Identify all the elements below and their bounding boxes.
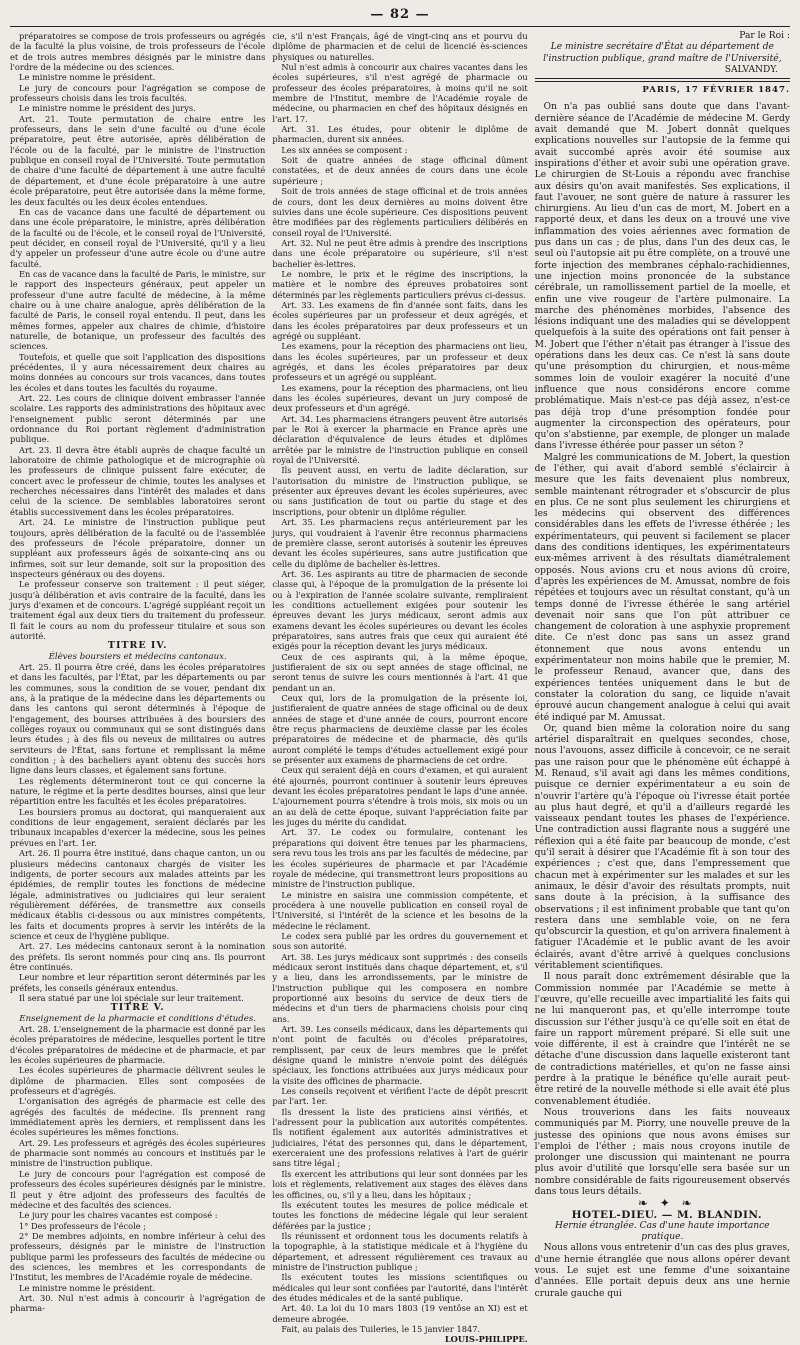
paragraph: Les boursiers promus au doctorat, qui manqueraient aux conditions de leur engagement, seraient déclarés par les tribunaux incapables d'exercer la médecine, sous les peines prévues en l'art. 1er. xyxy=(10,806,266,848)
paragraph: Le ministre nomme le président. xyxy=(19,72,156,83)
paragraph: Le ministre nomme le président. xyxy=(19,1282,156,1293)
paragraph: Leur nombre et leur répartition seront déterminés par les préfets, les conseils généraux entendus. xyxy=(10,972,266,993)
section-subtitle: Élèves boursiers et médecins cantonaux. xyxy=(48,651,227,662)
paragraph: Or, quand bien même la coloration noire du sang artériel disparaîtrait en quelques secondes, chose, nous l'avouons, assez difficile à concevoir, ce ne serait pas une raison pour que le phénomène eût échappé à M. Renaud, s'il avait agi dans les mêmes conditions, puisque ce dernier expérimentateur a eu soin de n'ouvrir l'artère qu'à l'époque où l'ivresse était portée au plus haut degré, et qu'il a d'ailleurs regardé les vaisseaux pendant toutes les phases de l'expérience. Une contradiction aussi flagrante nous a suggéré une réflexion qui a été faite par beaucoup de monde, c'est qu'il serait à désirer que l'Académie fît à son tour des expériences ; c'est que, dans l'empressement que chacun met à expérimenter sur les malades et sur les animaux, le désir d'avoir des résultats prompts, nuit sans doute à la précision, à la suffisance des observations ; il est infiniment probable que tant qu'on restera dans une semblable voie, on ne fera qu'obscurcir la question, et qu'on arrivera finalement à fatiguer l'Académie et le public avant de les avoir éclairés, avant d'être arrivé à quelques conclusions véritablement scientifiques. xyxy=(534,723,790,972)
paragraph: L'organisation des agrégés de pharmacie est celle des agrégés des facultés de médecine. Ils prennent rang immédiatement après les derniers, et remplissent dans les écoles supérieures les mêmes fonctions. xyxy=(10,1096,266,1138)
minister-title: Le ministre secrétaire d'État au département de l'instruction publique, grand maître de l'Université, xyxy=(543,42,782,64)
paragraph: Art. 31. Les études, pour obtenir le diplôme de pharmacien, durent six années. xyxy=(272,124,528,145)
paragraph: Nul n'est admis à concourir aux chaires vacantes dans les écoles supérieures, s'il n'est agrégé de pharmacie ou professeur des écoles préparatoires, à moins qu'il ne soit membre de l'Institut, membre de l'Académie royale de médecine, ou pharmacien en chef des hôpitaux désignés en l'art. 17. xyxy=(272,62,528,124)
paragraph: Toutefois, et quelle que soit l'application des dispositions précédentes, il y aura nécessairement deux chaires au moins données au concours sur trois vacances, dans toutes les écoles et dans toutes les facultés du royaume. xyxy=(10,351,266,393)
paragraph: Il sera statué par une loi spéciale sur leur traitement. xyxy=(19,992,244,1003)
paragraph: Les six années se composent : xyxy=(281,144,408,155)
paragraph: En cas de vacance dans la faculté de Paris, le ministre, sur le rapport des inspecteurs généraux, peut appeler un professeur d'une autre faculté de médecine, à la même chaire ou à une chaire analogue, après délibération de la faculté de Paris, le conseil royal entendu. Il peut, dans les mêmes formes, appeler aux chaires de chimie, d'histoire naturelle, de botanique, un professeur des facultés des sciences. xyxy=(10,268,266,352)
paragraph: Ceux qui seraient déjà en cours d'examen, et qui auraient été ajournés, pourront continuer à soutenir leurs épreuves devant les écoles préparatoires pendant le laps d'une année. L'ajournement pourra s'étendre à trois mois, six mois ou un an au delà de cette époque, suivant l'appréciation faite par les juges du mérite du candidat. xyxy=(272,765,528,828)
section-subtitle: Enseignement de la pharmacie et conditions d'études. xyxy=(19,1013,257,1024)
paragraph: Art. 36. Les aspirants au titre de pharmacien de seconde classe qui, à l'époque de la promulgation de la présente loi ou à l'expiration de l'année scolaire suivante, rempliraient les conditions actuellement exigées pour soutenir les épreuves devant les jurys médicaux, seront admis aux examens devant les écoles supérieures ou devant les écoles préparatoires, sans autres frais que ceux qui auraient été exigés pour la réception devant les jurys médicaux. xyxy=(272,568,528,652)
paragraph: Le nombre, le prix et le régime des inscriptions, la matière et le nombre des épreuves probatoires sont déterminés par les règlements particuliers prévus ci-dessus. xyxy=(272,268,528,300)
paragraph: Art. 32. Nul ne peut être admis à prendre des inscriptions dans une école préparatoire ou supérieure, s'il n'est bachelier ès-lettres. xyxy=(272,237,528,269)
paragraph: Les écoles supérieures de pharmacie délivrent seules le diplôme de pharmacien. Elles sont composées de professeurs et d'agrégés. xyxy=(10,1065,266,1097)
section-heading: TITRE V. xyxy=(110,1002,165,1014)
paragraph: Ils peuvent aussi, en vertu de ladite déclaration, sur l'autorisation du ministre de l'instruction publique, se présenter aux épreuves devant les écoles supérieures, avec ou sans justification de tout ou partie du stage et des inscriptions, pour obtenir un diplôme régulier. xyxy=(272,465,528,517)
paragraph: préparatoires se compose de trois professeurs ou agrégés de la faculté la plus voisine, de trois professeurs de l'école et de trois autres membres désignés par le ministre dans l'ordre de la médecine ou des sciences. xyxy=(10,31,266,73)
paragraph: Art. 27. Les médecins cantonaux seront à la nomination des préfets. Ils seront nommés pour cinq ans. Ils pourront être continués. xyxy=(10,941,266,972)
paragraph: Malgré les communications de M. Jobert, la question de l'éther, qui avait d'abord semblé s'éclaircir à mesure que les faits devenaient plus nombreux, semble maintenant rétrograder et s'obscurcir de plus en plus. Ce ne sont plus seulement les chirurgiens et les médecins qui observent des différences considérables dans les effets de l'ivresse éthérée ; les expérimentateurs, qui peuvent si facilement se placer dans des conditions identiques, les expérimentateurs eux-mêmes arrivent à des résultats diamétralement opposés. Nous avions cru et nous avions dû croire, d'après les expériences de M. Amussat, nombre de fois répétées et toujours avec un résultat constant, qu'à un temps donné de l'ivresse éthérée le sang artériel devenait noir sans que l'on pût attribuer ce changement de coloration à une asphyxie proprement dite. Ce n'est donc pas sans un assez grand étonnement que nous avons entendu un expérimentateur non moins habile que le premier, M. le professeur Renaud, avancer que, dans des expériences tentées uniquement dans le but de constater la coloration du sang, ce liquide n'avait éprouvé aucun changement analogue à celui qui avait été indiqué par M. Amussat. xyxy=(534,452,790,723)
section-subtitle: Hernie étranglée. Cas d'une haute importance pratique. xyxy=(555,1220,770,1243)
paragraph: Le ministre en saisira une commission compétente, et procédera à une nouvelle publication en conseil royal de l'Université, si l'intérêt de la science et les besoins de la médecine le réclament. xyxy=(272,889,528,931)
paragraph: 2° De membres adjoints, en nombre inférieur à celui des professeurs, désignés par le ministre de l'instruction publique parmi les professeurs des facultés de médecine ou des sciences, les membres et les correspondants de l'Institut, les membres de l'Académie royale de médecine. xyxy=(10,1230,266,1283)
paragraph: Les examens, pour la réception des pharmaciens, ont lieu dans les écoles supérieures, devant un jury composé de deux professeurs et d'un agrégé. xyxy=(272,382,528,414)
minister-signature: SALVANDY. xyxy=(724,64,778,75)
column-3 xyxy=(534,31,790,1299)
paragraph: Art. 23. Il devra être établi auprès de chaque faculté un laboratoire de chimie pathologique et de micrographie où les professeurs de clinique puissent faire exécuter, de concert avec le professeur de chimie, toutes les analyses et recherches nécessaires dans l'intérêt des malades et dans celui de la science. De semblables laboratoires seront établis successivement dans les écoles préparatoires. xyxy=(10,444,266,517)
paragraph: Nous allons vous entretenir d'un cas des plus graves, d'une hernie étranglée que nous allons opérer devant vous. Le sujet est une femme d'une soixantaine d'années. Elle portait depuis deux ans une hernie crurale gauche qui xyxy=(534,1243,790,1299)
paragraph: Ceux qui, lors de la promulgation de la présente loi, justifieraient de quatre années de stage officinal ou de deux années de stage et d'une année de cours, pourront encore être reçus pharmaciens de deuxième classe par les écoles préparatoires de médecine et de pharmacie, dès qu'ils auront complété le temps d'études actuellement exigé pour se présenter aux examens de pharmaciens de cet ordre. xyxy=(272,693,528,766)
paragraph: Art. 28. L'enseignement de la pharmacie est donné par les écoles préparatoires de médecine, lesquelles portent le titre d'écoles préparatoires de médecine et de pharmacie, et par les écoles supérieures de pharmacie. xyxy=(10,1024,266,1066)
paragraph: Soit de quatre années de stage officinal dûment constatées, et de deux années de cours dans une école supérieure ; xyxy=(272,155,528,186)
paragraph: Le ministre nomme le président des jurys. xyxy=(19,103,196,114)
page-header xyxy=(10,6,790,27)
paragraph: Art. 33. Les examens de fin d'année sont faits, dans les écoles supérieures par un professeur et deux agrégés, et dans les écoles préparatoires par deux professeurs et un agrégé ou suppléant. xyxy=(272,299,528,341)
paragraph: Art. 39. Les conseils médicaux, dans les départements qui n'ont point de facultés ou d'écoles préparatoires, remplissent, par ceux de leurs membres que le préfet désigne quand le ministre n'envoie point des délégués spéciaux, les fonctions attribuées aux jurys médicaux pour la visite des officines de pharmacie. xyxy=(272,1024,528,1086)
paragraph: Les examens, pour la réception des pharmaciens ont lieu, dans les écoles supérieures, par un professeur et deux agrégés, et dans les écoles préparatoires par deux professeurs et un agrégé ou suppléant. xyxy=(272,341,528,383)
paragraph: Art. 26. Il pourra être institué, dans chaque canton, un ou plusieurs médecins cantonaux chargés de visiter les indigents, de porter secours aux malades atteints par les épidémies, de remplir toutes les fonctions de médecine légale, administratives ou judiciaires qui leur seraient régulièrement déférées, de transmettre aux conseils médicaux établis ci-dessous ou aux ministres compétents, les faits et documents propres à servir les intérêts de la science et ceux de l'hygiène publique. xyxy=(10,848,266,941)
paragraph: Art. 30. Nul n'est admis à concourir à l'agrégation de pharma- xyxy=(10,1292,266,1314)
columns xyxy=(10,31,790,1345)
paragraph: Ceux de ces aspirants qui, à la même époque, justifieraient de six ou sept années de stage officinal, ne seront tenus de suivre les cours mentionnés à l'art. 41 que pendant un an. xyxy=(272,651,528,693)
dateline: PARIS, 17 FÉVRIER 1847. xyxy=(642,85,790,96)
page-number: — 82 — xyxy=(370,7,430,22)
paragraph: Art. 37. Le codex ou formulaire, contenant les préparations qui doivent être tenues par les pharmaciens, sera revu tous les trois ans par les facultés de médecine, par les écoles supérieures de pharmacie et par l'Académie royale de médecine, qui transmettront leurs propositions au ministre de l'instruction publique. xyxy=(272,827,528,890)
paragraph: Le codex sera publié par les ordres du gouvernement et sous son autorité. xyxy=(272,930,528,952)
paragraph: Les conseils reçoivent et vérifient l'acte de dépôt prescrit par l'art. 1er. xyxy=(272,1086,528,1107)
paragraph: Art. 34. Les pharmaciens étrangers peuvent être autorisés par le Roi à exercer la pharmacie en France après une déclaration d'équivalence de leurs études et diplômes arrêtée par le ministre de l'instruction publique en conseil royal de l'Université. xyxy=(272,413,528,466)
column-1 xyxy=(10,31,266,1314)
paragraph: Soit de trois années de stage officinal et de trois années de cours, dont les deux dernières au moins doivent être suivies dans une école supérieure. Ces dispositions peuvent être modifiées par des règlements particuliers délibérés en conseil royal de l'Université. xyxy=(272,186,528,238)
paragraph: Art. 21. Toute permutation de chaire entre les professeurs, dans le sein d'une faculté ou d'une école préparatoire, peut être autorisée, après délibération de l'école ou de la faculté, par le ministre de l'instruction publique en conseil royal de l'Université. Toute permutation de chaire d'une faculté de département à une autre faculté de département, et d'une école préparatoire à une autre école préparatoire, peut être autorisée dans la même forme, les deux facultés ou les deux écoles entendues. xyxy=(10,113,266,207)
par-le-roi: Par le Roi : xyxy=(739,31,790,41)
royal-signature: LOUIS-PHILIPPE. xyxy=(444,1334,528,1345)
column-2 xyxy=(272,31,528,1345)
paragraph: Art. 38. Les jurys médicaux sont supprimés : des conseils médicaux seront institués dans chaque département, et, s'il y a lieu, dans les arrondissements, par le ministre de l'instruction publique qui les composera en nombre proportionné aux besoins du service de deux tiers de médecins et d'un tiers de pharmaciens choisis pour cinq ans. xyxy=(272,951,528,1024)
paragraph: Art. 22. Les cours de clinique doivent embrasser l'année scolaire. Les rapports des administrations des hôpitaux avec l'enseignement public seront déterminés par une ordonnance du Roi portant règlement d'administration publique. xyxy=(10,393,266,445)
paragraph: Ils exécutent toutes les mesures de police médicale et toutes les fonctions de médecine légale qui leur seraient déférées par la justice ; xyxy=(272,1199,528,1231)
section-heading: TITRE IV. xyxy=(107,640,168,652)
paragraph: Ils dressent la liste des praticiens ainsi vérifiés, et l'adressent pour la publication aux autorités compétentes. Ils notifient également aux autorités administratives et judiciaires, l'état des personnes qui, dans le département, exerceraient une des professions relatives à l'art de guérir sans titre légal ; xyxy=(272,1106,528,1169)
fleuron-divider: ❧ ✦ ❧ xyxy=(637,1196,696,1211)
section-heading: HOTEL-DIEU. — M. BLANDIN. xyxy=(571,1208,762,1221)
signing-line: Fait, au palais des Tuileries, le 15 janvier 1847. xyxy=(281,1323,481,1334)
paragraph: En cas de vacance dans une faculté de département ou dans une école préparatoire, le ministre, après délibération de la faculté ou de l'école, et le conseil royal de l'Université, peut décider, en conseil royal de l'Université, qu'il y a lieu d'y appeler un professeur d'une autre école ou d'une autre faculté. xyxy=(10,206,266,269)
paragraph: Art. 35. Les pharmaciens reçus antérieurement par les jurys, qui voudraient à l'avenir être reconnus pharmaciens de première classe, seront autorisés à soutenir les épreuves devant les écoles supérieures, sans autre justification que celle du diplôme de bachelier ès-lettres. xyxy=(272,517,528,569)
paragraph: Nous trouverions dans les faits nouveaux communiqués par M. Piorry, une nouvelle preuve de la justesse des opinions que nous avons émises sur l'emploi de l'éther ; mais nous croyons inutile de prolonger une discussion qui maintenant ne pourra plus avoir d'utilité que lorsqu'elle sera basée sur un nombre considérable de faits rigoureusement observés dans tous leurs détails. xyxy=(534,1107,790,1197)
paragraph: Ils exécutent toutes les missions scientifiques ou médicales qui leur sont confiées par l'autorité, dans l'intérêt des études médicales et de la santé publique. xyxy=(272,1272,528,1303)
paragraph: Art. 25. Il pourra être créé, dans les écoles préparatoires et dans les facultés, par l'État, par les départements ou par les communes, sous la condition de se vouer, pendant dix ans, à la pratique de la médecine dans les départements ou dans les cantons qui seront déterminés à l'époque de l'engagement, des bourses attribuées à des boursiers des collèges royaux ou communaux qui se sont distingués dans leurs études ; à des fils ou neveux de militaires ou autres serviteurs de l'État, sans fortune et remplissant la même condition ; à des bacheliers ayant obtenu des succès hors ligne dans leurs classes, et également sans fortune. xyxy=(10,661,266,776)
paragraph: Art. 24. Le ministre de l'instruction publique peut toujours, après délibération de la faculté ou de l'assemblée des professeurs de l'école préparatoire, donner un suppléant aux professeurs âgés de soixante-cinq ans ou infirmes, soit sur leur demande, soit sur la proposition des inspecteurs généraux ou des doyens. xyxy=(10,517,266,579)
paragraph: Il nous paraît donc extrêmement désirable que la Commission nommée par l'Académie se mette à l'œuvre, qu'elle recueille avec impartialité les faits qui ne lui manqueront pas, et qu'elle interrompe toute discussion sur l'éther jusqu'à ce qu'elle soit en état de faire un rapport mûrement préparé. Si elle suit une voie différente, il est à craindre que l'intérêt ne se détache d'une discussion dans laquelle existeront tant de contradictions matérielles, et qu'on ne fasse ainsi perdre à la pratique le bénéfice qu'elle aurait peut-être retiré de la nouvelle méthode si elle avait été plus convenablement étudiée. xyxy=(534,972,790,1107)
paragraph: Le jury de concours pour l'agrégation est composé de professeurs des écoles supérieures désignés par le ministre. Il peut y être adjoint des professeurs des facultés de médecine et des facultés des sciences. xyxy=(10,1168,266,1210)
paragraph: Art. 29. Les professeurs et agrégés des écoles supérieures de pharmacie sont nommés au concours et institués par le ministre de l'instruction publique. xyxy=(10,1137,266,1169)
paragraph: Ils exercent les attributions qui leur sont données par les lois et règlements, relativement aux stages des élèves dans les officines, ou, s'il y a lieu, dans les hôpitaux ; xyxy=(272,1168,528,1200)
paragraph: Art. 40. La loi du 10 mars 1803 (19 ventôse an XI) est et demeure abrogée. xyxy=(272,1303,528,1324)
paragraph: On n'a pas oublié sans doute que dans l'avant-dernière séance de l'Académie de médecine M. Gerdy avait demandé que M. Jobert donnât quelques explications nouvelles sur l'autopsie de la femme qui avait succombé après avoir été soumise aux inspirations d'éther et avoir subi une opération grave. Le chirurgien de St-Louis a répondu avec franchise aux désirs qu'on avait manifestés. Ses explications, il faut l'avouer, ne sont guère de nature à rassurer les chirurgiens. Au lieu d'un cas de mort, M. Jobert en a rapporté deux, et dans les deux on a trouvé une vive inflammation des voies aériennes avec formation de pus dans un cas ; de plus, dans l'un des deux cas, le seul où l'autopsie ait pu être complète, on a trouvé une forte injection des membranes céphalo-rachidiennes, une injection moins prononcée de la substance cérébrale, un ramollissement partiel de la moelle, et enfin une vive rougeur de l'artère pulmonaire. La marche des phénomènes morbides, l'absence des lésions indiquant une des maladies qui se développent quelquefois à la suite des opérations ont fait penser à M. Jobert que l'éther n'était pas étranger à l'issue des opérations dans les deux cas. Ce n'est là sans doute qu'une présomption du chirurgien, et nous-même sommes loin de vouloir exagérer la nocuité d'une influence que nous considérons encore comme problématique. Mais n'est-ce pas déjà assez, n'est-ce pas déjà trop d'une présomption fondée pour augmenter la circonspection des opérateurs, pour qu'on s'abstienne, par exemple, de plonger un malade dans l'ivresse éthérée pour passer un séton ? xyxy=(534,102,790,452)
paragraph: cie, s'il n'est Français, âgé de vingt-cinq ans et pourvu du diplôme de pharmacien et de celui de licencié ès-sciences physiques ou naturelles. xyxy=(272,31,528,62)
paragraph: 1° Des professeurs de l'école ; xyxy=(19,1220,147,1231)
paragraph: Le jury pour les chaires vacantes est composé : xyxy=(19,1210,218,1221)
paragraph: Le jury de concours pour l'agrégation se compose de professeurs choisis dans les trois facultés. xyxy=(10,82,266,104)
paragraph: Les règlements détermineront tout ce qui concerne la nature, le régime et la perte desdites bourses, ainsi que leur répartition entre les facultés et les écoles préparatoires. xyxy=(10,775,266,807)
paragraph: Le professeur conserve son traitement : il peut siéger, jusqu'à délibération et avis contraire de la faculté, dans les jurys d'examen et de concours. L'agrégé suppléant reçoit un traitement égal aux deux tiers du traitement du professeur. Il fait le cours au nom du professeur titulaire et sous son autorité. xyxy=(10,579,266,641)
double-rule xyxy=(535,78,790,82)
paragraph: Ils réunissent et ordonnent tous les documents relatifs à la topographie, à la statistique médicale et à l'hygiène du département, et adressent régulièrement ces travaux au ministre de l'instruction publique ; xyxy=(272,1230,528,1272)
